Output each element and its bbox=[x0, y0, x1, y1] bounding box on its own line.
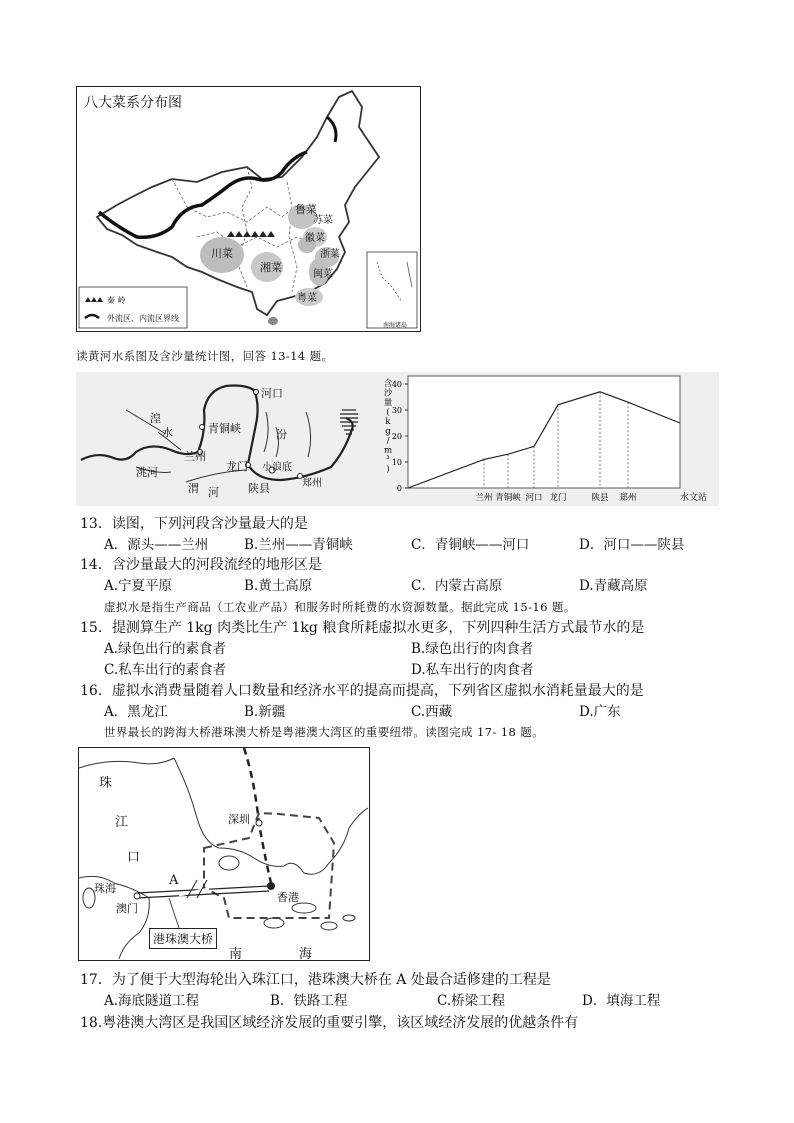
bay-map bbox=[78, 747, 370, 961]
x-tick-label: 龙门 bbox=[549, 493, 567, 503]
yellow-river-figure bbox=[76, 372, 719, 506]
q15-option-c[interactable]: C.私车出行的素食者 bbox=[104, 662, 227, 678]
q15-option-b[interactable]: B.绿色出行的肉食者 bbox=[411, 641, 534, 657]
label-he: 河 bbox=[208, 486, 219, 499]
label-chuancai: 川菜 bbox=[211, 247, 233, 260]
y-axis-label-char: ³ bbox=[386, 455, 390, 465]
label-huicai: 徽菜 bbox=[305, 233, 325, 244]
q14-stem: 14．含沙量最大的河段流经的地形区是 bbox=[80, 557, 322, 573]
legend-qinling: 秦 岭 bbox=[107, 296, 126, 305]
intro-17-18: 世界最长的跨海大桥港珠澳大桥是粤港澳大湾区的重要纽带。读图完成 17- 18 题。 bbox=[104, 725, 545, 739]
q18-stem: 18.粤港澳大湾区是我国区域经济发展的重要引擎，该区域经济发展的优越条件有 bbox=[80, 1015, 579, 1031]
intro-13-14: 读黄河水系图及含沙量统计图，回答 13-14 题。 bbox=[76, 349, 334, 363]
q14-option-b[interactable]: B.黄土高原 bbox=[244, 578, 313, 594]
q14-option-d[interactable]: D.青藏高原 bbox=[579, 578, 648, 594]
label-qingtongxia: 青铜峡 bbox=[208, 422, 241, 435]
label-kou: 口 bbox=[127, 850, 141, 865]
label-lanzhou: 兰州 bbox=[184, 450, 206, 463]
x-tick-label: 兰州 bbox=[475, 493, 493, 503]
label-wei: 渭 bbox=[188, 482, 199, 495]
q13-option-c[interactable]: C．青铜峡——河口 bbox=[411, 537, 530, 553]
y-axis-label-char: ) bbox=[386, 464, 390, 475]
q17-stem: 17．为了便于大型海轮出入珠江口，港珠澳大桥在 A 处最合适修建的工程是 bbox=[80, 972, 551, 988]
x-tick-label: 青铜峡 bbox=[495, 493, 521, 503]
label-zhu: 珠 bbox=[99, 776, 113, 791]
legend-boundary: 外流区、内流区界线 bbox=[107, 314, 179, 323]
label-zhengzhou: 郑州 bbox=[302, 478, 322, 489]
sediment-chart bbox=[372, 372, 719, 506]
label-fen: 汾 bbox=[276, 428, 287, 441]
label-jiang: 江 bbox=[115, 815, 129, 830]
q17-option-d[interactable]: D．填海工程 bbox=[582, 993, 661, 1009]
label-xiangcai: 湘菜 bbox=[260, 261, 282, 274]
label-longmen: 龙门 bbox=[226, 460, 248, 473]
q15-option-d[interactable]: D.私车出行的肉食者 bbox=[411, 662, 534, 678]
intro-15-16: 虚拟水是指生产商品（工农业产品）和服务时所耗费的水资源数量。据此完成 15-16 题。 bbox=[104, 600, 576, 614]
cuisine-map bbox=[76, 86, 421, 332]
label-hai: 海 bbox=[299, 947, 313, 962]
y-tick-label: 30 bbox=[391, 406, 402, 415]
q13-stem: 13．读图，下列河段含沙量最大的是 bbox=[80, 516, 308, 532]
q16-option-c[interactable]: C.西藏 bbox=[411, 704, 453, 720]
bay-map-drawing bbox=[79, 748, 368, 959]
q16-stem: 16．虚拟水消费量随着人口数量和经济水平的提高而提高，下列省区虚拟水消耗量最大的是 bbox=[80, 683, 644, 699]
y-tick-label: 0 bbox=[396, 484, 402, 493]
label-mincai: 闽菜 bbox=[313, 269, 333, 280]
x-tick-label: 河口 bbox=[525, 493, 543, 503]
q17-option-c[interactable]: C.桥梁工程 bbox=[437, 993, 506, 1009]
cuisine-map-title: 八大菜系分布图 bbox=[81, 92, 185, 112]
y-axis-label-char: / bbox=[386, 436, 390, 446]
q14-option-a[interactable]: A.宁夏平原 bbox=[104, 578, 173, 594]
chart-xlabel: 水文站 bbox=[680, 493, 708, 503]
y-axis-label-char: m bbox=[383, 445, 393, 456]
label-a: A bbox=[169, 873, 179, 888]
q15-stem: 15．提测算生产 1kg 肉类比生产 1kg 粮食所耗虚拟水更多，下列四种生活方式最节水的是 bbox=[80, 620, 645, 636]
y-axis-label-char: k bbox=[385, 417, 391, 427]
x-tick-label: 郑州 bbox=[619, 493, 637, 503]
y-axis-label-char: ( bbox=[386, 407, 390, 418]
q16-option-a[interactable]: A．黑龙江 bbox=[104, 704, 168, 720]
label-taohe: 洮河 bbox=[136, 466, 158, 479]
label-zhuhai: 珠海 bbox=[94, 882, 116, 895]
y-axis-label-char: 含 bbox=[383, 379, 393, 389]
river-map-drawing bbox=[76, 372, 406, 506]
label-xianggang: 香港 bbox=[277, 891, 299, 904]
y-axis-label-char: 沙 bbox=[383, 388, 393, 399]
label-shanxian: 陕县 bbox=[248, 482, 270, 495]
label-shui: 水 bbox=[162, 426, 173, 439]
label-huang: 湟 bbox=[150, 412, 161, 425]
label-zhecai: 浙菜 bbox=[320, 249, 340, 260]
label-aomen: 澳门 bbox=[116, 902, 138, 915]
label-lucai: 鲁菜 bbox=[295, 203, 317, 216]
x-tick-label: 陕县 bbox=[591, 493, 609, 503]
q13-option-a[interactable]: A．源头——兰州 bbox=[104, 537, 209, 553]
q13-option-d[interactable]: D．河口——陕县 bbox=[579, 537, 685, 553]
y-axis-label-char: 量 bbox=[383, 398, 393, 408]
y-tick-label: 10 bbox=[391, 458, 402, 467]
q15-option-a[interactable]: A.绿色出行的素食者 bbox=[104, 641, 227, 657]
q16-option-d[interactable]: D.广东 bbox=[579, 704, 621, 720]
q16-option-b[interactable]: B.新疆 bbox=[244, 704, 286, 720]
bridge-callout: 港珠澳大桥 bbox=[149, 928, 217, 949]
q14-option-c[interactable]: C．内蒙古高原 bbox=[411, 578, 503, 594]
label-sucai: 苏菜 bbox=[313, 215, 333, 226]
label-shenzhen: 深圳 bbox=[228, 813, 250, 826]
y-tick-label: 20 bbox=[391, 432, 402, 441]
y-axis-label-char: g bbox=[385, 426, 391, 437]
label-yuecai: 粤菜 bbox=[297, 293, 317, 304]
q17-option-b[interactable]: B．铁路工程 bbox=[270, 993, 348, 1009]
label-hekou: 河口 bbox=[261, 387, 283, 400]
cuisine-map-drawing bbox=[77, 87, 419, 330]
label-xiaolangdi: 小浪底 bbox=[262, 462, 292, 473]
q13-option-b[interactable]: B.兰州——青铜峡 bbox=[244, 537, 353, 553]
inset-label: 南海诸岛 bbox=[383, 322, 408, 329]
q17-option-a[interactable]: A.海底隧道工程 bbox=[104, 993, 200, 1009]
label-nan: 南 bbox=[229, 947, 243, 962]
y-tick-label: 40 bbox=[391, 380, 402, 389]
